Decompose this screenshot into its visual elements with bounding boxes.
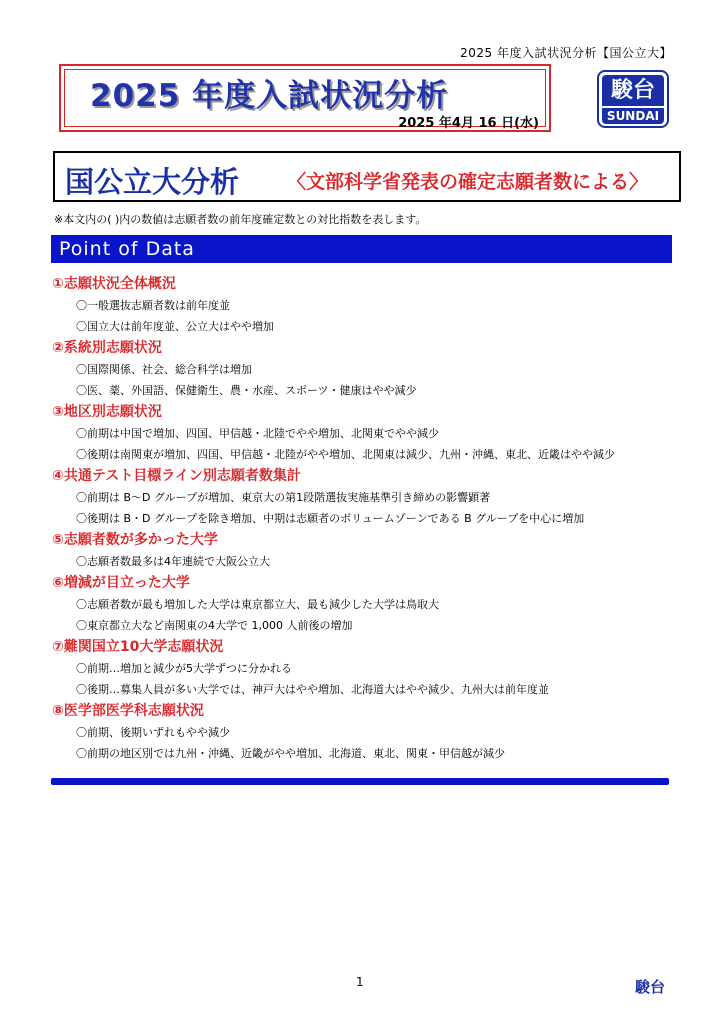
point-line: 〇後期は南関東が増加、四国、甲信越・北陸がやや増加、北関東は減少、九州・沖縄、東北、近畿はやや減少 — [76, 448, 615, 461]
point-item — [52, 529, 682, 572]
point-line: 〇国際関係、社会、総合科学は増加 — [76, 363, 252, 376]
point-of-data-bar: Point of Data — [51, 235, 672, 263]
point-line: 〇前期…増加と減少が5大学ずつに分かれる — [76, 662, 292, 675]
logo-kanji: 駿台 — [602, 75, 664, 106]
point-item — [52, 401, 682, 465]
point-line: 〇志願者数最多は4年連続で大阪公立大 — [76, 555, 270, 568]
point-heading: ④共通テスト目標ライン別志願者数集計 — [52, 468, 301, 484]
publish-date: 2025 年4月 16 日(水) — [398, 116, 539, 131]
point-heading: ⑧医学部医学科志願状況 — [52, 703, 204, 719]
point-line: 〇前期は中国で増加、四国、甲信越・北陸でやや増加、北関東でやや減少 — [76, 427, 439, 440]
point-heading: ⑤志願者数が多かった大学 — [52, 532, 218, 548]
point-item — [52, 337, 682, 401]
points-list — [52, 273, 682, 764]
point-heading: ①志願状況全体概況 — [52, 276, 176, 292]
point-heading: ⑥増減が目立った大学 — [52, 575, 190, 591]
point-line: 〇医、薬、外国語、保健衛生、農・水産、スポーツ・健康はやや減少 — [76, 384, 417, 397]
point-heading: ⑦難関国立10大学志願状況 — [52, 639, 224, 655]
point-line: 〇一般選抜志願者数は前年度並 — [76, 299, 230, 312]
point-line: 〇後期は B・D グループを除き増加、中期は志願者のボリュームゾーンである B グループを中心に増加 — [76, 512, 585, 525]
point-line: 〇志願者数が最も増加した大学は東京都立大、最も減少した大学は鳥取大 — [76, 598, 439, 611]
page-title: 2025 年度入試状況分析 — [90, 78, 449, 114]
section-subtitle: 〈文部科学省発表の確定志願者数による〉 — [287, 171, 649, 193]
point-line: 〇前期の地区別では九州・沖縄、近畿がやや増加、北海道、東北、関東・甲信越が減少 — [76, 747, 505, 760]
bottom-divider-bar — [51, 778, 669, 785]
point-item — [52, 636, 682, 700]
logo-english: SUNDAI — [602, 108, 664, 124]
point-item — [52, 465, 682, 529]
footer-brand: 駿台 — [635, 978, 666, 996]
point-heading: ②系統別志願状況 — [52, 340, 162, 356]
point-line: 〇東京都立大など南関東の4大学で 1,000 人前後の増加 — [76, 619, 353, 632]
point-line: 〇前期、後期いずれもやや減少 — [76, 726, 230, 739]
point-line: 〇国立大は前年度並、公立大はやや増加 — [76, 320, 274, 333]
sundai-logo — [597, 70, 669, 128]
title-box — [59, 64, 551, 132]
point-item — [52, 700, 682, 764]
point-heading: ③地区別志願状況 — [52, 404, 162, 420]
point-item — [52, 273, 682, 337]
point-line: 〇後期…募集人員が多い大学では、神戸大はやや増加、北海道大はやや減少、九州大は前年度並 — [76, 683, 549, 696]
note-text: ※本文内の( )内の数値は志願者数の前年度確定数との対比指数を表します。 — [54, 213, 427, 226]
point-item — [52, 572, 682, 636]
page-number: 1 — [356, 975, 364, 989]
running-header: 2025 年度入試状況分析【国公立大】 — [460, 46, 672, 60]
section-title: 国公立大分析 — [65, 165, 240, 199]
point-line: 〇前期は B～D グループが増加、東京大の第1段階選抜実施基準引き締めの影響顕著 — [76, 491, 491, 504]
section-heading-box — [53, 151, 681, 202]
